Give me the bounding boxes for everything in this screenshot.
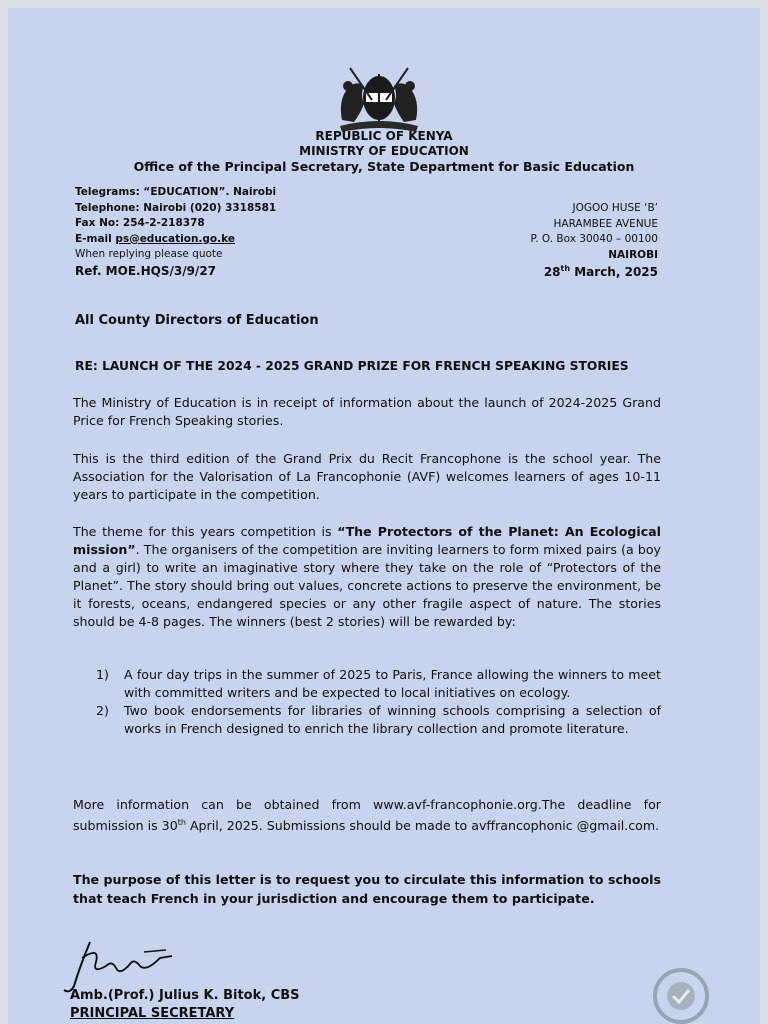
rewards-list <box>96 666 661 738</box>
list-item-number: 2) <box>96 703 109 718</box>
telegrams-line: Telegrams: “EDUCATION”. Nairobi <box>75 186 277 198</box>
date-rest: March, 2025 <box>570 265 658 279</box>
info-text-b: April, 2025. Submissions should be made to avffrancophonic @gmail.com. <box>185 818 660 834</box>
paragraph-more-info <box>73 796 661 835</box>
email-label: E-mail <box>75 232 116 245</box>
subject-line: RE: LAUNCH OF THE 2024 - 2025 GRAND PRIZE FOR FRENCH SPEAKING STORIES <box>75 359 629 373</box>
handwritten-signature-icon <box>60 936 180 996</box>
list-item <box>96 702 661 738</box>
certification-stamp-icon <box>653 968 709 1024</box>
address-line-1: JOGOO HUSE ‘B’ <box>572 202 658 214</box>
kenya-coat-of-arms-icon <box>320 60 438 134</box>
paragraph-edition: This is the third edition of the Grand Prix du Recit Francophone is the school year. The Association for the Valorisation of La Francophonie (AVF) welcomes learners of ages 10-11 years to participate in the competition. <box>73 451 661 502</box>
list-item-text: Two book endorsements for libraries of winning schools comprising a selection of works in French designed to enrich the library collection and promote literature. <box>124 703 661 736</box>
signatory-title: PRINCIPAL SECRETARY <box>70 1006 235 1021</box>
paragraph-receipt: The Ministry of Education is in receipt of information about the launch of 2024-2025 Grand Price for French Speaking stories. <box>73 395 661 428</box>
telephone-line: Telephone: Nairobi (020) 3318581 <box>75 201 277 214</box>
theme-details: . The organisers of the competition are inviting learners to form mixed pairs (a boy and a girl) to write an imaginative story where they take on the role of “Protectors of the Planet”. The story should bring out values, concrete actions to preserve the environment, be it forests, oceans, endangered species or any other fragile aspect of nature. The stories should be 4-8 pages. The winners (best 2 stories) will be rewarded by: <box>73 542 661 629</box>
info-date-suffix: th <box>177 818 186 827</box>
info-text-a: More information can be obtained from www.avf-francophonie.org.The deadline for submission is 30 <box>73 797 661 834</box>
letter-date <box>458 264 658 279</box>
address-block <box>428 201 658 263</box>
replying-note: When replying please quote <box>75 248 223 260</box>
list-item <box>96 666 661 702</box>
date-day: 28 <box>543 265 561 279</box>
date-suffix: th <box>560 264 571 273</box>
fax-line: Fax No: 254-2-218378 <box>75 217 205 229</box>
email-link[interactable]: ps@education.go.ke <box>115 232 235 245</box>
theme-intro: The theme for this years competition is <box>73 524 338 539</box>
signatory-name: Amb.(Prof.) Julius K. Bitok, CBS <box>70 988 300 1003</box>
address-city: NAIROBI <box>608 248 658 261</box>
office-heading: Office of the Principal Secretary, State Department for Basic Education <box>133 159 635 174</box>
theme-title: “The Protectors of the Planet: An Ecological mission” <box>73 524 661 557</box>
paragraph-purpose: The purpose of this letter is to request you to circulate this information to schools that teach French in your jurisdiction and encourage them to participate. <box>73 872 661 906</box>
paragraph-theme <box>73 523 661 631</box>
address-line-3: P. O. Box 30040 – 00100 <box>530 233 658 245</box>
address-line-2: HARAMBEE AVENUE <box>553 217 658 230</box>
ministry-heading: MINISTRY OF EDUCATION <box>299 144 469 158</box>
country-heading: REPUBLIC OF KENYA <box>315 129 453 143</box>
reference-number: Ref. MOE.HQS/3/9/27 <box>75 264 217 278</box>
list-item-number: 1) <box>96 667 109 682</box>
recipient-line: All County Directors of Education <box>75 313 319 328</box>
contact-block <box>75 185 375 263</box>
letter-page <box>8 8 760 1024</box>
list-item-text: A four day trips in the summer of 2025 to Paris, France allowing the winners to meet with committed writers and be expected to local initiatives on ecology. <box>124 667 661 700</box>
email-line <box>75 232 375 248</box>
